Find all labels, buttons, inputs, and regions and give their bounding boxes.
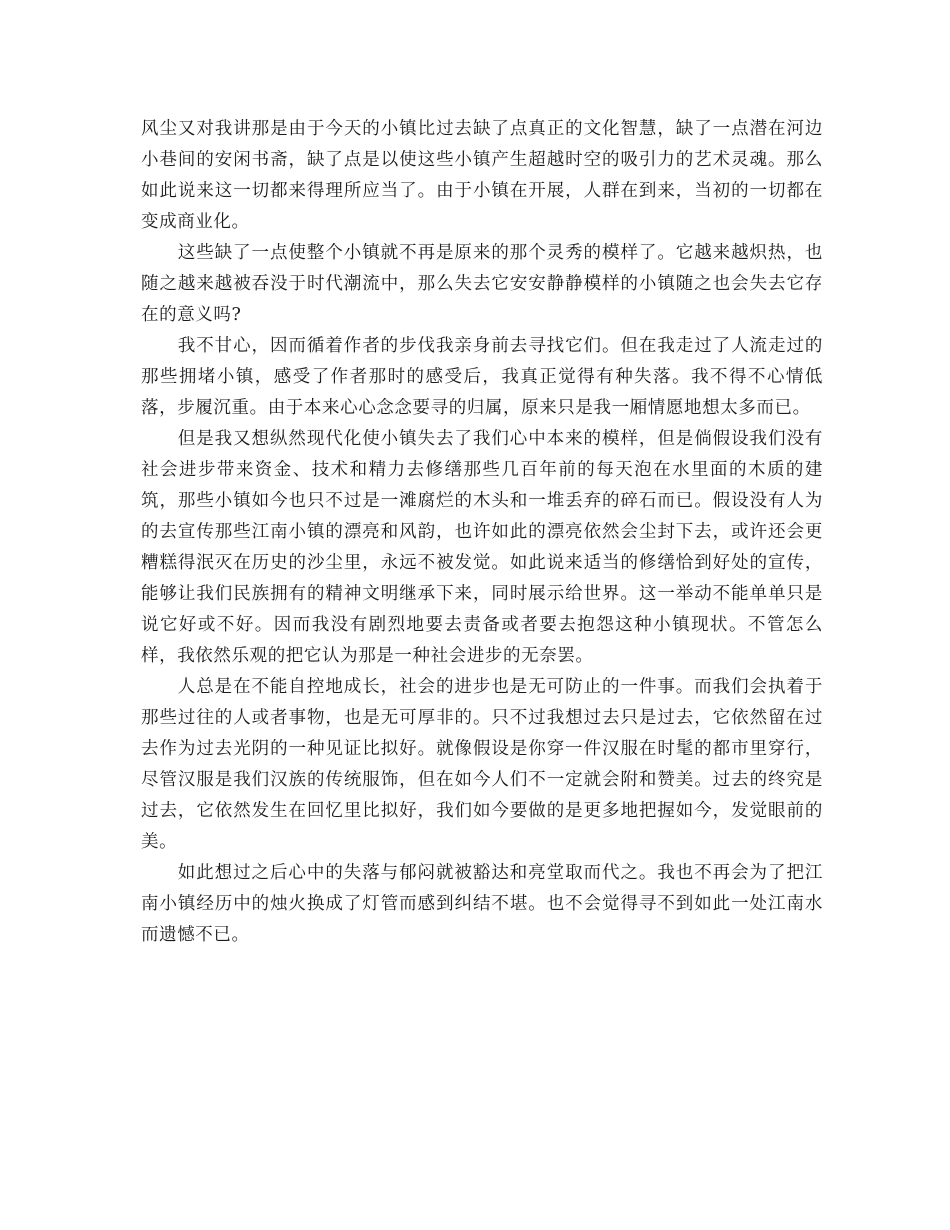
paragraph-5: 人总是在不能自控地成长，社会的进步也是无可防止的一件事。而我们会执着于那些过往的人或者事物，也是无可厚非的。只不过我想过去只是过去，它依然留在过去作为过去光阴的一种见证比拟好。就像假设是你穿一件汉服在时髦的都市里穿行，尽管汉服是我们汉族的传统服饰，但在如今人们不一定就会附和赞美。过去的终究是过去，它依然发生在回忆里比拟好，我们如今要做的是更多地把握如今，发觉眼前的美。 (141, 677, 823, 852)
paragraph-2: 这些缺了一点使整个小镇就不再是原来的那个灵秀的模样了。它越来越炽热，也随之越来越被吞没于时代潮流中，那么失去它安安静静模样的小镇随之也会失去它存在的意义吗? (141, 243, 823, 325)
paragraph-6: 如此想过之后心中的失落与郁闷就被豁达和亮堂取而代之。我也不再会为了把江南小镇经历中的烛火换成了灯管而感到纠结不堪。也不会觉得寻不到如此一处江南水而遗憾不已。 (141, 863, 823, 945)
paragraph-3: 我不甘心，因而循着作者的步伐我亲身前去寻找它们。但在我走过了人流走过的那些拥堵小镇，感受了作者那时的感受后，我真正觉得有种失落。我不得不心情低落，步履沉重。由于本来心心念念要寻的归属，原来只是我一厢情愿地想太多而已。 (141, 336, 823, 418)
paragraph-1: 风尘又对我讲那是由于今天的小镇比过去缺了点真正的文化智慧，缺了一点潜在河边小巷间的安闲书斋，缺了点是以使这些小镇产生超越时空的吸引力的艺术灵魂。那么如此说来这一切都来得理所应当了。由于小镇在开展，人群在到来，当初的一切都在变成商业化。 (141, 119, 823, 232)
document-body (141, 114, 823, 951)
paragraph-4: 但是我又想纵然现代化使小镇失去了我们心中本来的模样，但是倘假设我们没有社会进步带来资金、技术和精力去修缮那些几百年前的每天泡在水里面的木质的建筑，那些小镇如今也只不过是一滩腐烂的木头和一堆丢弃的碎石而已。假设没有人为的去宣传那些江南小镇的漂亮和风韵，也许如此的漂亮依然会尘封下去，或许还会更糟糕得泯灭在历史的沙尘里，永远不被发觉。如此说来适当的修缮恰到好处的宣传，能够让我们民族拥有的精神文明继承下来，同时展示给世界。这一举动不能单单只是说它好或不好。因而我没有剧烈地要去责备或者要去抱怨这种小镇现状。不管怎么样，我依然乐观的把它认为那是一种社会进步的无奈罢。 (141, 429, 823, 666)
